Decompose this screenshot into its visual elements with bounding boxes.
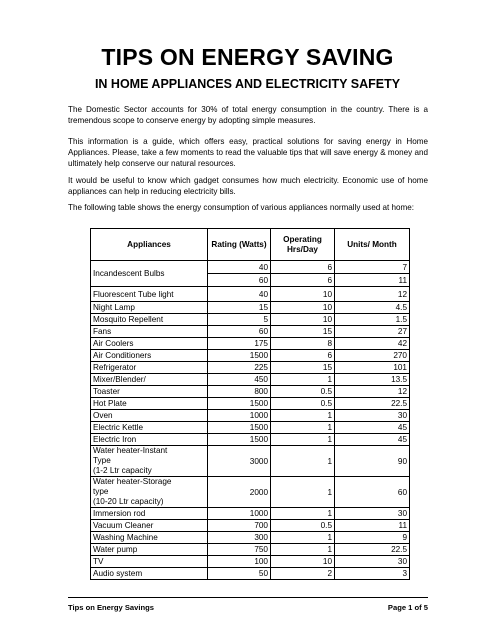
hours-cell: 10 <box>271 287 335 302</box>
hours-cell: 1 <box>271 446 335 477</box>
table-row <box>91 386 410 398</box>
rating-cell: 450 <box>208 374 271 386</box>
units-cell: 45 <box>335 434 410 446</box>
table-row <box>91 544 410 556</box>
table-row <box>91 302 410 314</box>
rating-cell: 1500 <box>208 398 271 410</box>
units-cell: 30 <box>335 410 410 422</box>
units-cell: 1.5 <box>335 314 410 326</box>
rating-cell: 50 <box>208 568 271 580</box>
appliance-name: Water pump <box>91 544 208 556</box>
appliance-name: Night Lamp <box>91 302 208 314</box>
table-intro-paragraph: The following table shows the energy consumption of various appliances normally used at home: <box>68 203 414 212</box>
rating-cell: 1000 <box>208 410 271 422</box>
hours-cell: 6 <box>271 261 335 274</box>
units-cell: 22.5 <box>335 398 410 410</box>
table-row <box>91 314 410 326</box>
appliance-name: Water heater-Instant Type (1-2 Ltr capacity <box>91 446 208 477</box>
units-cell: 3 <box>335 568 410 580</box>
hours-cell: 1 <box>271 434 335 446</box>
hours-cell: 1 <box>271 374 335 386</box>
appliance-name: Mosquito Repellent <box>91 314 208 326</box>
appliance-name: Refrigerator <box>91 362 208 374</box>
table-row <box>91 422 410 434</box>
units-cell: 12 <box>335 386 410 398</box>
table-row <box>91 326 410 338</box>
page-title: TIPS ON ENERGY SAVING <box>101 44 394 70</box>
table-row <box>91 477 410 508</box>
appliance-name: Fans <box>91 326 208 338</box>
units-cell: 30 <box>335 508 410 520</box>
rating-cell: 5 <box>208 314 271 326</box>
units-cell: 60 <box>335 477 410 508</box>
table-row <box>91 374 410 386</box>
appliance-name: Washing Machine <box>91 532 208 544</box>
rating-cell: 100 <box>208 556 271 568</box>
units-cell: 12 <box>335 287 410 302</box>
footer-title: Tips on Energy Savings <box>68 603 154 612</box>
appliance-name: Electric Kettle <box>91 422 208 434</box>
table-row <box>91 287 410 302</box>
units-cell: 11 <box>335 274 410 287</box>
appliance-name: Air Conditioners <box>91 350 208 362</box>
hours-cell: 1 <box>271 422 335 434</box>
appliance-name: Audio system <box>91 568 208 580</box>
appliance-name: Hot Plate <box>91 398 208 410</box>
units-cell: 45 <box>335 422 410 434</box>
hours-cell: 0.5 <box>271 520 335 532</box>
hours-cell: 0.5 <box>271 398 335 410</box>
header-operating-hours: Operating Hrs/Day <box>271 229 335 261</box>
hours-cell: 1 <box>271 477 335 508</box>
rating-cell: 800 <box>208 386 271 398</box>
page-number: Page 1 of 5 <box>387 603 428 612</box>
rating-cell: 2000 <box>208 477 271 508</box>
units-cell: 27 <box>335 326 410 338</box>
table-row <box>91 568 410 580</box>
intro-paragraph: The Domestic Sector accounts for 30% of total energy consumption in the country. There is a tremendous scope to conserve energy by adopting simple measures. <box>68 105 428 125</box>
footer-divider <box>68 597 428 598</box>
table-row <box>91 556 410 568</box>
hours-cell: 15 <box>271 362 335 374</box>
rating-cell: 1500 <box>208 350 271 362</box>
rating-cell: 1500 <box>208 422 271 434</box>
appliance-name: Immersion rod <box>91 508 208 520</box>
table-row <box>91 532 410 544</box>
rating-cell: 15 <box>208 302 271 314</box>
page-subtitle: IN HOME APPLIANCES AND ELECTRICITY SAFETY <box>94 77 401 91</box>
guide-paragraph: This information is a guide, which offers easy, practical solutions for saving energy in Home Appliances. Please, take a few moments to read the valuable tips that will save energy & money and ultimately help conserve our natural resources. <box>68 137 428 168</box>
units-cell: 11 <box>335 520 410 532</box>
table-row <box>91 520 410 532</box>
table-row <box>91 446 410 477</box>
appliance-name: Water heater-Storage type (10-20 Ltr capacity) <box>91 477 208 508</box>
header-appliances: Appliances <box>91 229 208 261</box>
rating-cell: 175 <box>208 338 271 350</box>
rating-cell: 3000 <box>208 446 271 477</box>
appliance-name: Mixer/Blender/ <box>91 374 208 386</box>
header-units-month: Units/ Month <box>335 229 410 261</box>
rating-cell: 60 <box>208 274 271 287</box>
appliance-name: Toaster <box>91 386 208 398</box>
hours-cell: 6 <box>271 350 335 362</box>
rating-cell: 1500 <box>208 434 271 446</box>
units-cell: 4.5 <box>335 302 410 314</box>
rating-cell: 300 <box>208 532 271 544</box>
units-cell: 90 <box>335 446 410 477</box>
units-cell: 9 <box>335 532 410 544</box>
hours-cell: 1 <box>271 532 335 544</box>
rating-cell: 40 <box>208 287 271 302</box>
appliance-name: Fluorescent Tube light <box>91 287 208 302</box>
units-cell: 270 <box>335 350 410 362</box>
hours-cell: 1 <box>271 544 335 556</box>
hours-cell: 6 <box>271 274 335 287</box>
units-cell: 13.5 <box>335 374 410 386</box>
units-cell: 22.5 <box>335 544 410 556</box>
rating-cell: 60 <box>208 326 271 338</box>
appliance-name: TV <box>91 556 208 568</box>
table-row <box>91 338 410 350</box>
hours-cell: 0.5 <box>271 386 335 398</box>
hours-cell: 10 <box>271 314 335 326</box>
units-cell: 101 <box>335 362 410 374</box>
appliance-name: Electric Iron <box>91 434 208 446</box>
hours-cell: 10 <box>271 556 335 568</box>
energy-consumption-table <box>90 228 410 580</box>
table-row <box>91 362 410 374</box>
rating-cell: 1000 <box>208 508 271 520</box>
table-row <box>91 350 410 362</box>
hours-cell: 1 <box>271 508 335 520</box>
units-cell: 42 <box>335 338 410 350</box>
table-row <box>91 434 410 446</box>
table-row <box>91 508 410 520</box>
hours-cell: 2 <box>271 568 335 580</box>
rating-cell: 40 <box>208 261 271 274</box>
rating-cell: 750 <box>208 544 271 556</box>
hours-cell: 8 <box>271 338 335 350</box>
table-row <box>91 410 410 422</box>
table-header-row <box>91 229 410 261</box>
appliance-name: Air Coolers <box>91 338 208 350</box>
appliance-name: Vacuum Cleaner <box>91 520 208 532</box>
rating-cell: 225 <box>208 362 271 374</box>
units-cell: 30 <box>335 556 410 568</box>
rating-cell: 700 <box>208 520 271 532</box>
header-rating: Rating (Watts) <box>208 229 271 261</box>
hours-cell: 15 <box>271 326 335 338</box>
appliance-name: Oven <box>91 410 208 422</box>
hours-cell: 10 <box>271 302 335 314</box>
table-row <box>91 261 410 274</box>
units-cell: 7 <box>335 261 410 274</box>
table-row <box>91 398 410 410</box>
usage-paragraph: It would be useful to know which gadget consumes how much electricity. Economic use of home appliances can help in reducing electricity bills. <box>68 176 428 196</box>
appliance-name: Incandescent Bulbs <box>91 261 208 287</box>
hours-cell: 1 <box>271 410 335 422</box>
